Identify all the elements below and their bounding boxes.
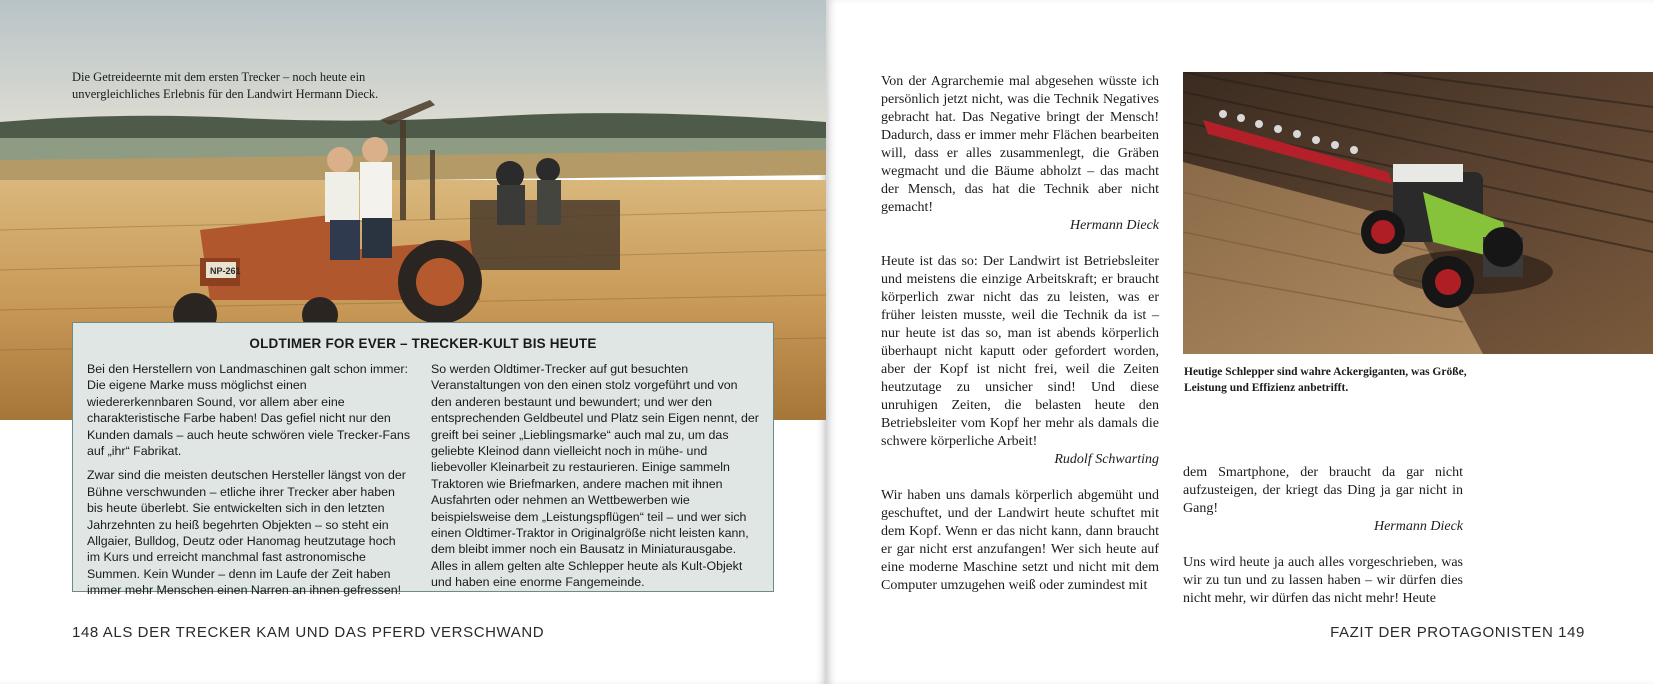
sidebar-paragraph: Bei den Herstellern von Landmaschinen galt schon immer: Die eigene Marke muss möglichst einen wiedererkennbaren Sound, vor allem aber eine charakteristische Farbe haben! Das gefiel nicht nur den Kunden damals – auch heute schwören viele Trecker-Fans auf „ihr“ Fabrikat. [87,362,411,459]
sidebar-title: OLDTIMER FOR EVER – TRECKER-KULT BIS HEUTE [249,336,597,351]
quote-paragraph: Heute ist das so: Der Landwirt ist Betriebsleiter und meistens die einzige Arbeitskraft; er braucht körperlich zwar nicht das zu leisten, was er früher leisten musste, weil die Technik da ist – nur heute ist das so, man ist abends körperlich überhaupt nicht kaputt oder gefordert worden, aber der Kopf ist nicht frei, weil die Zeiten heutzutage zu unsicher sind! Und diese unruhigen Zeiten, die belasten heute den Betriebsleiter vom Kopf her mehr als damals die schwere körperliche Arbeit! [881,254,1159,449]
sidebar-column-right [431,361,761,599]
quote-paragraph: Uns wird heute ja auch alles vorgeschrieben, was wir zu tun und zu lassen haben – wir dürfen dies nicht mehr, wir dürfen das nicht mehr! Heute [1183,555,1463,606]
sidebar-paragraph: Zwar sind die meisten deutschen Hersteller längst von der Bühne verschwunden – etliche ihrer Trecker aber haben bis heute überlebt. Sie entwickelten sich in den letzten Jahrzehnten zu heiß begehrten Objekten – so steht ein Allgaier, Bulldog, Deutz oder Hanomag heutzutage hoch im Kurs und erreicht manchmal fast astronomische Summen. Kein Wunder – denn im Laufe der Zeit haben immer mehr Menschen einen Narren an ihnen gefressen! [87,468,406,598]
quote-author: Hermann Dieck [1373,519,1463,534]
left-page-folio: 148 ALS DER TRECKER KAM UND DAS PFERD VERSCHWAND [72,624,545,641]
right-page [827,0,1654,684]
quote-paragraph: Von der Agrarchemie mal abgesehen wüsste ich persönlich jetzt nicht, was die Technik Negatives gebracht hat. Das Negative bringt der Mensch! Dadurch, dass er immer mehr Flächen bearbeiten will, dass er alles zusammenlegt, die Gräben wegmacht und die Bäume abholzt – das macht der Mensch, das hat die Technik aber nicht gemacht! [881,74,1159,215]
quote-author: Hermann Dieck [1069,218,1159,233]
right-page-folio: FAZIT DER PROTAGONISTEN 149 [1330,624,1585,641]
quote-paragraph: dem Smartphone, der braucht da gar nicht aufzusteigen, der kriegt das Ding ja gar nicht in Gang! [1183,465,1463,516]
sidebar-paragraph: So werden Oldtimer-Trecker auf gut besuchten Veranstaltungen von den einen stolz vorgeführt und von den anderen bestaunt und bewundert; und wer den entsprechenden Geldbeutel und Platz sein Eigen nennt, der greift bei seiner „Lieblingsmarke“ auch mal zu, um das geliebte Kleinod dann vielleicht noch in mühe- und liebevoller Kleinarbeit zu restaurieren. Einige sammeln Traktoren wie Briefmarken, andere machen mit ihnen Ausfahrten oder nehmen an Wettbewerben wie beispielsweise dem „Leistungspflügen“ teil – und wer sich einen Oldtimer-Traktor in Originalgröße nicht leisten kann, dem bleibt immer noch ein Bausatz in Miniaturausgabe. Alles in allem gelten alte Schlepper heute als Kult-Objekt und haben eine enorme Fangemeinde. [431,362,759,590]
license-plate: NP-261 [210,266,241,276]
harvest-photo-caption: Die Getreideernte mit dem ersten Trecker – noch heute ein unvergleichliches Erlebnis für den Landwirt Hermann Dieck. [72,70,379,101]
quote-author: Rudolf Schwarting [1054,452,1159,467]
text-column-1 [881,73,1159,595]
modern-tractor-photo [1183,72,1653,354]
modern-tractor-caption: Heutige Schlepper sind wahre Ackergiganten, was Größe, Leistung und Effizienz anbetrifft. [1184,366,1467,394]
text-column-2 [1183,464,1463,608]
quote-paragraph: Wir haben uns damals körperlich abgemüht und geschuftet, und der Landwirt heute schuftet mit dem Kopf. Wenn er das nicht kann, dann braucht er gar nicht erst anzufangen! Wer sich heute auf eine moderne Maschine setzt und nicht mit dem Computer umzugehen weiß oder zumindest mit [881,488,1159,593]
sidebar-column-left [87,361,412,607]
oldtimer-sidebar-box [72,322,774,598]
